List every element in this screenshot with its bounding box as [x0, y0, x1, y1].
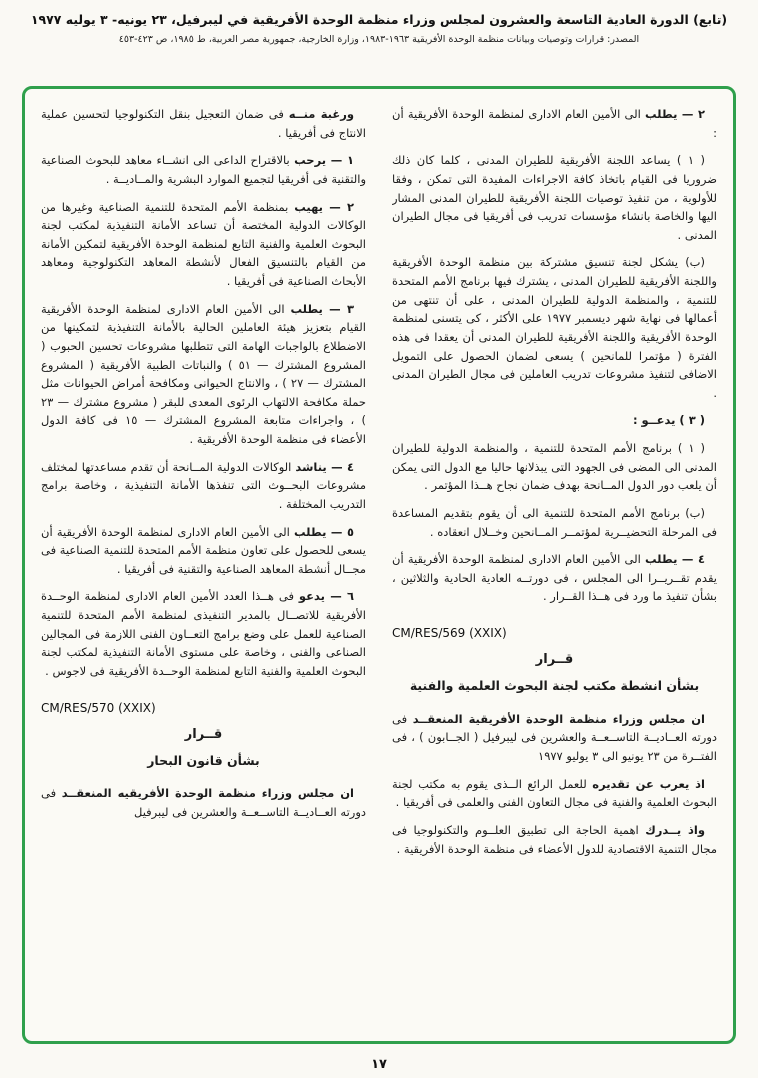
paragraph: [41, 300, 366, 449]
page-header: [0, 0, 758, 45]
paragraph-text: بالاقتراح الداعى الى انشــاء معاهد للبحوث الصناعية والتقنية فى أفريقيا لتجميع الموارد البشرية والمــاديــة .: [41, 153, 366, 186]
paragraph-text: الى الأمين العام الادارى لمنظمة الوحدة الأفريقية أن يقدم تقــريــرا الى المجلس ، فى دورتــه العادية الحادية والثلاثين ، بشأن تنفيذ ما ورد فى هــذا القــرار .: [392, 552, 717, 604]
paragraph-lead: ٢ — يطلب: [645, 107, 705, 121]
paragraph-text: فى هــذا العدد الأمين العام الادارى لمنظمة الوحــدة الأفريقية للاتصــال بالمدير التنفيذى لمنظمة الأمم المتحدة للتنمية الصناعية للعمل على وضع برامج التعــاون الفنى اللازمة فى المجالين الصناعى والفنى ، وخاصة على مستوى الأمانة التنفيذية لمكتب لجنة البحوث العلمية والفنية التابع لمنظمة الوحــدة الأفريقية فى لاجوس .: [41, 589, 366, 678]
paragraph-lead: ( ٣ ) يدعــو :: [632, 413, 705, 428]
paragraph-lead: ان مجلس وزراء منظمة الوحدة الأفريقية المنعقــد: [412, 711, 705, 726]
header-source: المصدر: قرارات وتوصيات وبيانات منظمة الوحدة الأفريقية ١٩٦٣-١٩٨٣، وزارة الخارجية، جمهورية مصر العربية، ط ١٩٨٥، ص ٤٢٣-٤٥٣: [118, 34, 640, 45]
resolution-subtitle: بشأن انشطة مكتب لجنة البحوث العلمية والفنية: [409, 678, 700, 693]
paragraph-lead: ٢ — يهيب: [294, 199, 354, 214]
resolution-title: قــرار: [535, 652, 574, 667]
paragraph-lead: ١ — يرحب: [294, 153, 354, 168]
paragraph-lead: ورغبة منــه: [288, 107, 354, 121]
page-footer: [0, 1057, 758, 1072]
paragraph-lead: ان مجلس وزراء منظمة الوحدة الأفريقيه المنعقــد: [61, 786, 354, 801]
resolution-title: قــرار: [184, 726, 223, 742]
paragraph-text: ( ١ ) يساعد اللجنة الأفريقية للطيران المدنى ، كلما كان ذلك ضروريا فى القيام باتخاذ كافة الاجراءات المفيدة التى تمكن ، وفقا للأولوية ، من تنفيذ توصيات اللجنة الأفريقية للطيران المدنى المشار اليها والخاصة بانشاء مؤسسات تدريب فى أفريقيا فى مجال الطيران المدنى .: [392, 153, 717, 242]
paragraph: [392, 439, 717, 495]
paragraph: [392, 411, 717, 430]
paragraph: [392, 550, 717, 606]
paragraph-text: للعمل الرائع الــذى يقوم به مكتب لجنة البحوث العلمية والفنية فى مجال التعاون الفنى والعلمى فى أفريقيا .: [392, 776, 717, 810]
page-number: ١٧: [371, 1057, 387, 1072]
paragraph-lead: اذ يعرب عن تقديره: [592, 776, 705, 791]
paragraph: [392, 504, 717, 541]
resolution-subtitle: بشأن قانون البحار: [147, 752, 260, 768]
paragraph: [41, 458, 366, 514]
paragraph-text: الوكالات الدولية المــانحة أن تقدم مساعدتها لمختلف مشروعات البحــوث التى تنفذها الأمانة التنفيذية ، وخاصة برامج التدريب المختلفة .: [41, 459, 366, 511]
paragraph-text: بمنظمة الأمم المتحدة للتنمية الصناعية وغيرها من الوكالات الدولية المختصة أن تساعد الأمانة التنفيذية لمكتب لجنة البحوث العلمية والفنية التابع لمنظمة الوحدة الأفريقية لتمكين الأمانة من القيام بالتنسيق الفعال لأنشطة المعاهد التكنولوجية ومعاهد الأبحاث الصناعية فى أفريقيا .: [41, 199, 366, 288]
paragraph: [41, 198, 366, 291]
paragraph-text: (ب) برنامج الأمم المتحدة للتنمية الى أن يقوم بتقديم المساعدة فى المرحلة التحضيــرية لمؤتمــر المــانحين وخــلال انعقاده .: [392, 505, 717, 539]
text-columns: [41, 105, 717, 1033]
paragraph-lead: ٦ — يدعو: [298, 589, 354, 604]
column-left: [41, 105, 366, 1033]
resolution-code: CM/RES/569 (XXIX): [392, 626, 507, 640]
paragraph-lead: ٥ — يطلب: [294, 524, 354, 539]
paragraph: [41, 151, 366, 188]
paragraph-lead: ٤ — يطلب: [645, 552, 705, 567]
paragraph-lead: ٣ — يطلب: [290, 301, 354, 316]
paragraph: [41, 105, 366, 142]
paragraph: [392, 253, 717, 402]
column-right: [392, 105, 717, 1033]
paragraph-text: فى دورته العــاديــة التاســعــة والعشرين فى ليبرفيل ( الجــابون ) ، فى الفتــرة من ٢٣ يونيو الى ٣ يوليو ١٩٧٧: [392, 711, 717, 763]
paragraph: [392, 775, 717, 812]
paragraph-text: فى ضمان التعجيل بنقل التكنولوجيا لتحسين عملية الانتاج فى أفريقيا .: [41, 107, 366, 140]
resolution-code: CM/RES/570 (XXIX): [41, 700, 156, 715]
paragraph: [41, 587, 366, 680]
paragraph: [392, 105, 717, 142]
paragraph-text: اهمية الحاجة الى تطبيق العلــوم والتكنولوجيا فى مجال التنمية الاقتصادية للدول الأعضاء فى منظمة الوحدة الأفريقية .: [392, 822, 717, 856]
paragraph-lead: واذ يــدرك: [645, 822, 705, 837]
paragraph-text: الى الأمين العام الادارى لمنظمة الوحدة الأفريقية أن يسعى للحصول على تعاون منظمة الأمم المتحدة للتنمية الصناعية فى مجــال أنشطة المعاهد الصناعية والتقنية فى أفريقيا .: [41, 524, 366, 576]
header-title: (تابع) الدورة العادية التاسعة والعشرون لمجلس وزراء منظمة الوحدة الأفريقية في ليبرفيل، ٢٣ يونيه- ٣ يوليه ١٩٧٧: [30, 12, 728, 27]
paragraph-text: ( ١ ) برنامج الأمم المتحدة للتنمية ، والمنظمة الدولية للطيران المدنى الى المضى فى الجهود التى يبذلانها حاليا مع الدول التى يمكن أن يلعب دور الدول المــانحة بهدف ضمان نجاح هــذا المؤتمر .: [392, 441, 717, 493]
paragraph: [392, 821, 717, 858]
green-frame: [22, 86, 736, 1044]
paragraph: [41, 523, 366, 579]
paragraph-text: الى الأمين العام الادارى لمنظمة الوحدة الأفريقية أن :: [392, 107, 717, 140]
paragraph: [392, 151, 717, 244]
paragraph: [41, 784, 366, 821]
paragraph-text: فى دورته العــاديــة التاســعــة والعشرين فى ليبرفيل: [41, 786, 366, 819]
paragraph: [392, 710, 717, 766]
paragraph-text: الى الأمين العام الادارى لمنظمة الوحدة الأفريقية القيام بتعزيز هيئة العاملين الحالية بالأمانة التنفيذية لتمكينها من الاضطلاع بالواجبات الهامة التى تتطلبها مشروعات تحسين الحبوب ( المشروع المشترك — ٥١ ) والنباتات الطبية الأفريقية ( المشروع المشترك — ٢٧ ) ، والانتاج الحيوانى ومكافحة أمراض الحيوانات مثل حملة مكافحة الالتهاب الرئوى المعدى للبقر ( مشروع مشترك — ٢٣ ) ، واجراءات متابعة المشروع المشترك — ١٥ فى كافة الدول الأعضاء فى منظمة الوحدة الأفريقية .: [41, 301, 366, 446]
paragraph-lead: ٤ — يناشد: [295, 459, 354, 474]
paragraph-text: (ب) يشكل لجنة تنسيق مشتركة بين منظمة الوحدة الأفريقية واللجنة الأفريقية للطيران المدنى ، يشترك فيها برنامج الأمم المتحدة للتنمية ، والمنظمة الدولية للطيران المدنى ، على أن تنتهى من أعمالها فى نهاية شهر ديسمبر ١٩٧٧ على الأكثر ، كى يتسنى لمنظمة الوحدة الأفريقية واللجنة الأفريقية للطيران المدنى أن يعقدا فى هذه الفترة ( مؤتمرا للمانحين ) يسعى لضمان الحصول على التمويل الاضافى لتنفيذ مشروعات تدريب العاملين فى مجال الطيران المدنى .: [392, 255, 717, 400]
